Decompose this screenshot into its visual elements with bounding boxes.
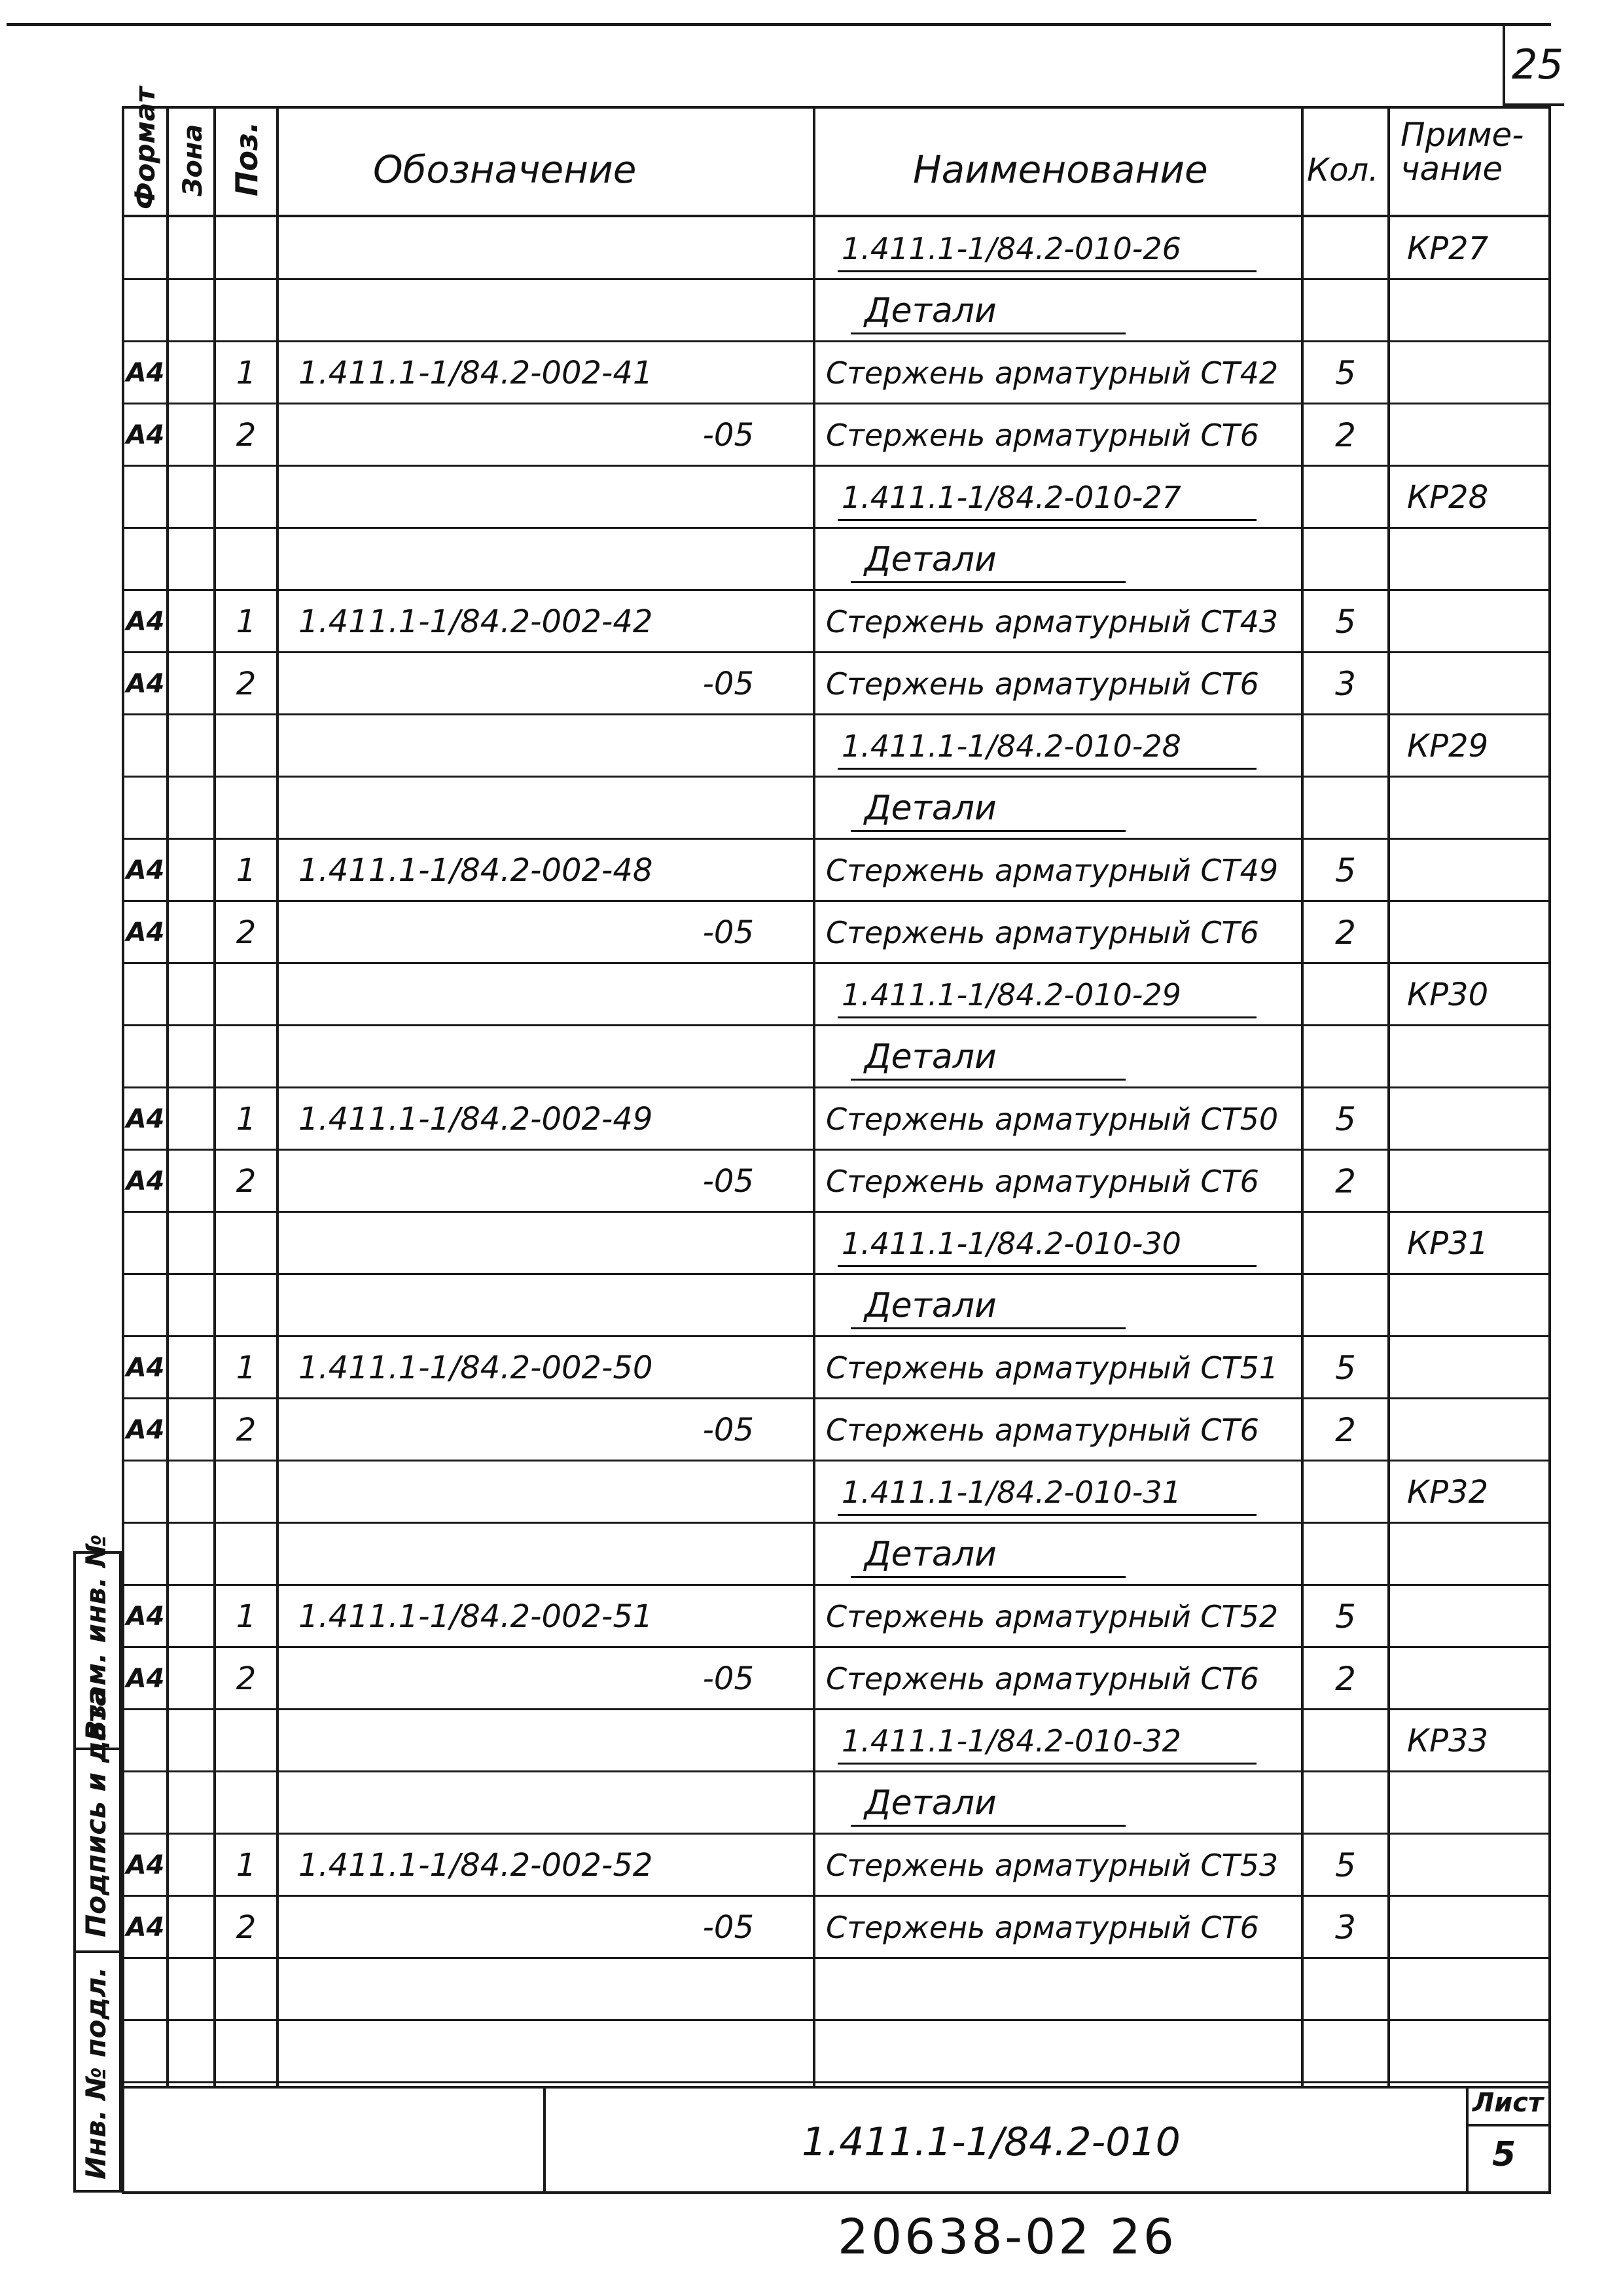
row-name: 1.411.1-1/84.2-010-27 [842, 479, 1181, 515]
row-qty [1304, 715, 1387, 777]
row-pos [216, 1958, 276, 2020]
row-format [124, 466, 166, 528]
row-format [124, 279, 166, 342]
row-pos [216, 777, 276, 839]
row-qty [1304, 2020, 1387, 2083]
row-note [1390, 1585, 1548, 1647]
row-note [1390, 777, 1548, 839]
row-pos [216, 466, 276, 528]
row-note [1390, 653, 1548, 715]
row-pos: 2 [236, 1909, 257, 1946]
header-qty: Кол. [1307, 152, 1379, 188]
assembly-underline [838, 768, 1257, 770]
row-pos: 1 [236, 1846, 257, 1884]
row-pos [216, 279, 276, 342]
row-pos: 1 [236, 1349, 257, 1386]
row-pos [216, 715, 276, 777]
row-name: Стержень арматурный СТ52 [826, 1598, 1279, 1634]
row-name: 1.411.1-1/84.2-010-32 [842, 1723, 1181, 1759]
row-format [124, 1274, 166, 1336]
row-name: Стержень арматурный СТ51 [826, 1350, 1279, 1386]
row-pos [216, 2083, 276, 2145]
row-pos: 1 [236, 1100, 257, 1138]
row-qty [1304, 217, 1387, 279]
row-note: КР30 [1407, 976, 1489, 1013]
row-format [124, 777, 166, 839]
row-name: Стержень арматурный СТ49 [826, 852, 1279, 888]
row-format: А4 [126, 1850, 165, 1880]
row-note [1390, 404, 1548, 466]
row-pos [216, 528, 276, 590]
row-qty [1304, 1212, 1387, 1274]
header-note: Приме- чание [1400, 116, 1524, 188]
row-format [124, 528, 166, 590]
row-designation [279, 2020, 813, 2083]
row-designation [279, 217, 813, 279]
row-format [124, 1523, 166, 1585]
row-designation [279, 963, 813, 1026]
row-note [1390, 901, 1548, 963]
assembly-underline [838, 519, 1257, 521]
section-underline [851, 581, 1126, 583]
row-pos [216, 1274, 276, 1336]
row-note [1390, 1896, 1548, 1958]
side-label-inv-orig: Инв. № подл. [80, 1967, 112, 2179]
row-designation: -05 [702, 1660, 754, 1697]
row-qty: 5 [1335, 1100, 1356, 1138]
row-qty: 2 [1335, 1162, 1356, 1200]
row-qty: 2 [1335, 1410, 1356, 1449]
footer-stamp: 20638-02 26 [838, 2209, 1177, 2265]
row-designation [279, 1710, 813, 1772]
row-format: А4 [126, 1912, 165, 1943]
row-format [124, 1710, 166, 1772]
assembly-underline [838, 1016, 1257, 1018]
row-format: А4 [126, 917, 165, 948]
row-name: Стержень арматурный СТ42 [826, 355, 1279, 391]
row-name: Стержень арматурный СТ6 [826, 914, 1259, 950]
row-pos [216, 1461, 276, 1523]
row-name: Детали [865, 291, 997, 331]
row-note [1390, 1523, 1548, 1585]
row-name [815, 2020, 1301, 2083]
assembly-underline [838, 1514, 1257, 1516]
row-note [1390, 1088, 1548, 1150]
header-designation: Обозначение [373, 147, 637, 192]
row-qty [1304, 1772, 1387, 1834]
row-pos [216, 1523, 276, 1585]
row-name: 1.411.1-1/84.2-010-30 [842, 1225, 1181, 1261]
row-format: А4 [126, 1601, 165, 1632]
row-pos [216, 1772, 276, 1834]
row-pos: 2 [236, 665, 257, 702]
row-format [124, 963, 166, 1026]
row-pos: 1 [236, 603, 257, 640]
row-note [1390, 1772, 1548, 1834]
row-format: А4 [126, 357, 165, 388]
row-designation [279, 1523, 813, 1585]
row-pos: 2 [236, 1660, 257, 1697]
row-name: Детали [865, 1783, 997, 1823]
row-note [1390, 1647, 1548, 1710]
row-designation: -05 [702, 1411, 754, 1448]
row-designation: 1.411.1-1/84.2-002-48 [298, 852, 653, 889]
section-underline [851, 1576, 1126, 1578]
row-designation: -05 [702, 914, 754, 951]
title-block-divider-left [543, 2086, 546, 2194]
title-block-divider-right [1466, 2086, 1469, 2194]
row-designation: 1.411.1-1/84.2-002-41 [298, 354, 653, 391]
assembly-underline [838, 270, 1257, 272]
row-note: КР32 [1407, 1473, 1489, 1511]
title-block-code: 1.411.1-1/84.2-010 [802, 2119, 1181, 2165]
side-label-sign-date: Подпись и дата [80, 1687, 112, 1937]
row-designation: -05 [702, 1909, 754, 1946]
row-pos [216, 2020, 276, 2083]
row-note [1390, 1834, 1548, 1896]
assembly-underline [838, 1763, 1257, 1765]
row-designation: 1.411.1-1/84.2-002-51 [298, 1598, 653, 1635]
row-qty: 5 [1335, 851, 1356, 889]
row-qty [1304, 777, 1387, 839]
row-pos [216, 1710, 276, 1772]
row-format [124, 2020, 166, 2083]
row-designation [279, 715, 813, 777]
row-note [1390, 1150, 1548, 1212]
row-designation [279, 1958, 813, 2020]
row-qty: 5 [1335, 1846, 1356, 1884]
row-designation: 1.411.1-1/84.2-002-49 [298, 1100, 653, 1138]
sheet-number: 25 [1512, 41, 1563, 88]
row-name: Детали [865, 1285, 997, 1325]
row-name: Стержень арматурный СТ6 [826, 1660, 1259, 1696]
row-designation: 1.411.1-1/84.2-002-42 [298, 603, 653, 640]
row-format: А4 [126, 855, 165, 886]
row-format: А4 [126, 1103, 165, 1134]
row-name: 1.411.1-1/84.2-010-29 [842, 977, 1181, 1013]
row-name: Стержень арматурный СТ6 [826, 1163, 1259, 1199]
row-format: А4 [126, 1414, 165, 1445]
row-format [124, 1026, 166, 1088]
row-qty [1304, 963, 1387, 1026]
row-qty [1304, 528, 1387, 590]
row-qty [1304, 1026, 1387, 1088]
row-designation: -05 [702, 665, 754, 702]
row-format: А4 [126, 1166, 165, 1196]
row-note: КР28 [1407, 478, 1489, 516]
row-designation: 1.411.1-1/84.2-002-52 [298, 1846, 653, 1884]
row-designation [279, 1274, 813, 1336]
row-note: КР29 [1407, 727, 1489, 764]
row-format [124, 2083, 166, 2145]
row-qty: 5 [1335, 1597, 1356, 1636]
row-designation [279, 2083, 813, 2145]
row-qty: 3 [1335, 1908, 1356, 1946]
row-note: КР27 [1407, 230, 1489, 267]
row-name: Стержень арматурный СТ6 [826, 417, 1259, 453]
row-designation [279, 279, 813, 342]
section-underline [851, 332, 1126, 334]
row-designation [279, 1772, 813, 1834]
section-underline [851, 830, 1126, 832]
row-name: Стержень арматурный СТ53 [826, 1847, 1279, 1883]
row-format [124, 1212, 166, 1274]
row-pos: 2 [236, 416, 257, 454]
row-name: Стержень арматурный СТ43 [826, 603, 1279, 639]
row-format: А4 [126, 420, 165, 450]
row-designation [279, 1212, 813, 1274]
row-designation: -05 [702, 416, 754, 454]
row-note [1390, 1399, 1548, 1461]
header-format: Формат [129, 86, 161, 209]
row-format: А4 [126, 1663, 165, 1694]
row-name: 1.411.1-1/84.2-010-26 [842, 230, 1181, 266]
row-note [1390, 590, 1548, 653]
row-designation [279, 528, 813, 590]
row-qty [1304, 1710, 1387, 1772]
row-pos: 1 [236, 1598, 257, 1635]
row-name: Стержень арматурный СТ50 [826, 1101, 1279, 1137]
row-pos: 1 [236, 354, 257, 391]
header-pos: Поз. [229, 121, 264, 196]
row-note [1390, 2020, 1548, 2083]
row-format: А4 [126, 1352, 165, 1383]
row-name: Детали [865, 788, 997, 828]
row-designation [279, 1026, 813, 1088]
row-note [1390, 1026, 1548, 1088]
row-note [1390, 1274, 1548, 1336]
row-qty: 2 [1335, 1659, 1356, 1698]
row-name [815, 1958, 1301, 2020]
row-qty [1304, 1958, 1387, 2020]
row-qty: 3 [1335, 664, 1356, 703]
row-format [124, 1958, 166, 2020]
row-note [1390, 342, 1548, 404]
row-designation [279, 1461, 813, 1523]
header-name: Наименование [913, 147, 1208, 192]
row-qty [1304, 1461, 1387, 1523]
row-format [124, 1461, 166, 1523]
row-note: КР31 [1407, 1225, 1489, 1262]
section-underline [851, 1825, 1126, 1827]
row-pos: 2 [236, 1411, 257, 1448]
row-pos: 2 [236, 914, 257, 951]
row-qty [1304, 466, 1387, 528]
sheet-box-left [1503, 26, 1505, 106]
row-note [1390, 279, 1548, 342]
row-note [1390, 528, 1548, 590]
row-format: А4 [126, 668, 165, 699]
row-pos [216, 1212, 276, 1274]
row-pos [216, 1026, 276, 1088]
title-block-top [122, 2086, 1551, 2089]
row-pos: 2 [236, 1162, 257, 1200]
row-format [124, 715, 166, 777]
row-pos: 1 [236, 852, 257, 889]
assembly-underline [838, 1265, 1257, 1267]
row-note [1390, 1336, 1548, 1399]
row-pos [216, 963, 276, 1026]
row-qty [1304, 2083, 1387, 2145]
row-note [1390, 839, 1548, 901]
row-note: КР33 [1407, 1722, 1489, 1759]
row-qty: 5 [1335, 1348, 1356, 1387]
row-format [124, 217, 166, 279]
row-pos [216, 217, 276, 279]
row-qty [1304, 279, 1387, 342]
row-name: 1.411.1-1/84.2-010-31 [842, 1474, 1181, 1510]
row-name: Детали [865, 539, 997, 579]
side-label-replace-inv: Взам. инв. № [80, 1534, 112, 1741]
row-format: А4 [126, 606, 165, 637]
row-name: Детали [865, 1037, 997, 1077]
side-divider-1 [73, 1950, 122, 1953]
row-note [1390, 1958, 1548, 2020]
section-underline [851, 1327, 1126, 1329]
row-qty [1304, 1523, 1387, 1585]
row-name: Стержень арматурный СТ6 [826, 666, 1259, 702]
header-zone: Зона [178, 124, 208, 196]
row-name: Стержень арматурный СТ6 [826, 1909, 1259, 1945]
top-edge-line [7, 23, 1551, 26]
row-name: 1.411.1-1/84.2-010-28 [842, 728, 1181, 764]
row-name: Стержень арматурный СТ6 [826, 1412, 1259, 1448]
row-qty: 2 [1335, 416, 1356, 454]
row-qty [1304, 1274, 1387, 1336]
row-format [124, 1772, 166, 1834]
title-block-sheet-separator [1466, 2124, 1551, 2126]
row-designation [279, 777, 813, 839]
row-qty: 5 [1335, 602, 1356, 641]
row-designation [279, 466, 813, 528]
title-block-sheet-value: 5 [1492, 2135, 1516, 2174]
row-qty: 2 [1335, 913, 1356, 952]
row-qty: 5 [1335, 353, 1356, 392]
section-underline [851, 1079, 1126, 1081]
row-designation: -05 [702, 1162, 754, 1200]
row-designation: 1.411.1-1/84.2-002-50 [298, 1349, 653, 1386]
title-block-sheet-label: Лист [1472, 2088, 1544, 2118]
row-name: Детали [865, 1534, 997, 1574]
